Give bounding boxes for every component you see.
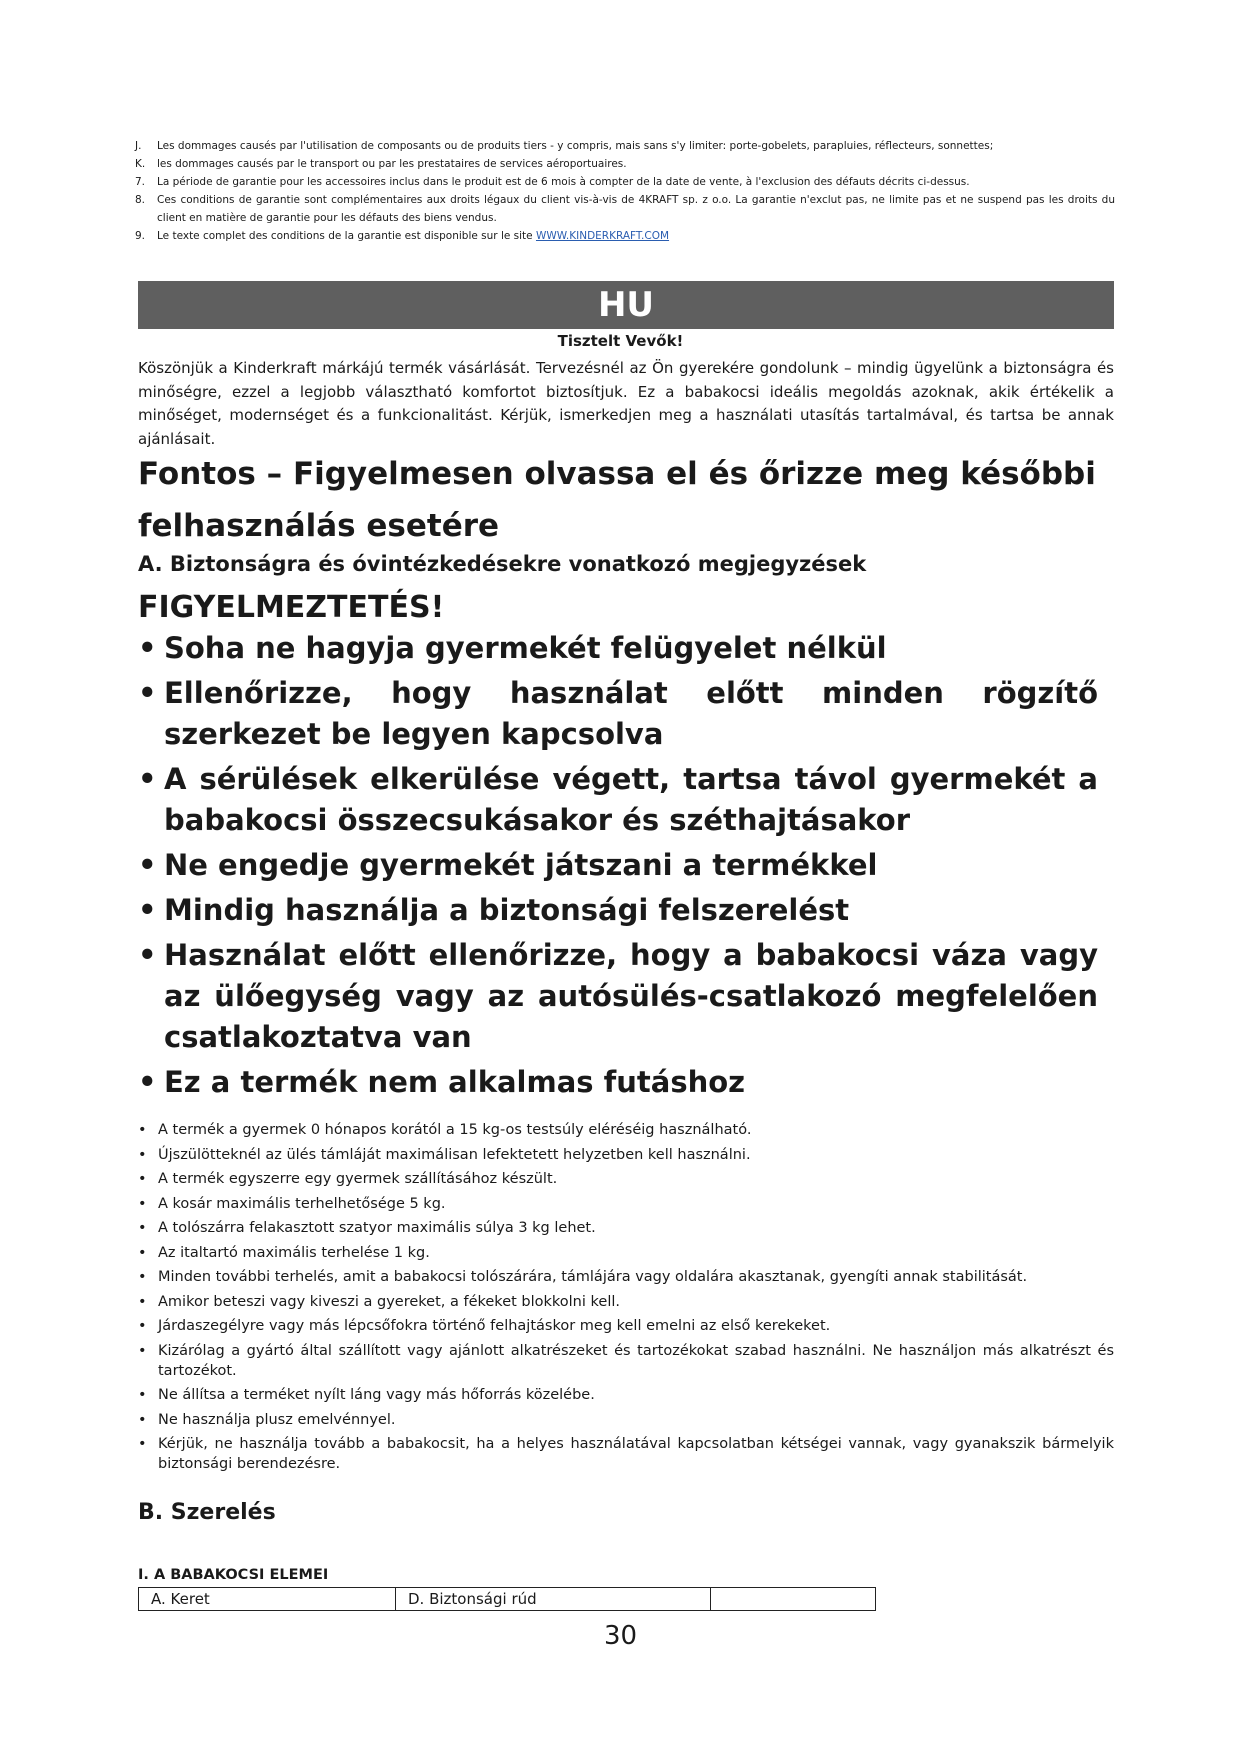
warning-heading: FIGYELMEZTETÉS!	[138, 590, 445, 625]
section-b-heading: B. Szerelés	[138, 1500, 276, 1525]
bullet-icon: •	[138, 1220, 147, 1236]
table-cell: D. Biztonsági rúd	[396, 1588, 711, 1611]
bullet-icon: •	[138, 1342, 147, 1359]
language-banner: HU	[138, 281, 1114, 329]
bullet-icon: •	[138, 1387, 147, 1403]
parts-heading: I. A BABAKOCSI ELEMEI	[138, 1567, 329, 1583]
table-cell: A. Keret	[139, 1588, 396, 1611]
list-item: • Ellenőrizze, hogy használat előtt minden rögzítő szerkezet be legyen kapcsolva	[138, 673, 1098, 755]
section-a-heading: A. Biztonságra és óvintézkedésekre vonatkozó megjegyzések	[138, 552, 867, 576]
warning-list	[138, 628, 1098, 1107]
list-item: • A termék a gyermek 0 hónapos korától a 15 kg-os testsúly eléréséig használható.	[138, 1122, 752, 1138]
bullet-icon: •	[138, 1411, 147, 1428]
list-item: • Az italtartó maximális terhelése 1 kg.	[138, 1244, 430, 1261]
bullet-icon: •	[138, 676, 157, 710]
bullet-icon: •	[138, 1436, 147, 1452]
list-item: 8. Ces conditions de garantie sont complémentaires aux droits légaux du client vis-à-vis de 4KRAFT sp. z o.o. La garantie n'exclut pas, ne limite pas et ne suspend pas les droits du client en matière de garantie pour les défauts des biens vendus.	[135, 194, 1115, 224]
list-item: • Ne használja plusz emelvénnyel.	[138, 1411, 396, 1428]
list-item: J. Les dommages causés par l'utilisation de composants ou de produits tiers - y compris, mais sans s'y limiter: porte-gobelets, parapluies, réflecteurs, sonnettes;	[135, 140, 994, 152]
bullet-icon: •	[138, 1269, 147, 1285]
bullet-icon: •	[138, 1065, 157, 1099]
item9-text: Le texte complet des conditions de la garantie est disponible sur le site	[157, 230, 533, 242]
list-item: K. les dommages causés par le transport ou par les prestataires de services aéroportuaires.	[135, 158, 627, 170]
bullet-icon: •	[138, 1122, 147, 1138]
table-row	[139, 1588, 876, 1611]
bullet-icon: •	[138, 848, 157, 882]
list-item: • A sérülések elkerülése végett, tartsa távol gyermekét a babakocsi összecsukásakor és széthajtásakor	[138, 759, 1098, 841]
list-item: • Minden további terhelés, amit a babakocsi tolószárára, támlájára vagy oldalára akasztanak, gyengíti annak stabilitását.	[138, 1269, 1028, 1285]
kinderkraft-link[interactable]: WWW.KINDERKRAFT.COM	[535, 230, 670, 242]
list-item: • Mindig használja a biztonsági felszerelést	[138, 890, 1098, 931]
parts-table	[138, 1587, 876, 1611]
list-item: • A kosár maximális terhelhetősége 5 kg.	[138, 1195, 446, 1212]
list-item: • A tolószárra felakasztott szatyor maximális súlya 3 kg lehet.	[138, 1220, 596, 1236]
list-item: 9. Le texte complet des conditions de la garantie est disponible sur le site WWW.KINDERKRAFT.COM	[135, 230, 670, 242]
bullet-icon: •	[138, 938, 157, 972]
bullet-icon: •	[138, 1171, 147, 1187]
list-item: • Ne engedje gyermekét játszani a termékkel	[138, 845, 1098, 886]
bullet-icon: •	[138, 1293, 147, 1310]
page-number: 30	[603, 1621, 638, 1651]
list-item: • Ez a termék nem alkalmas futáshoz	[138, 1062, 1098, 1103]
list-item: 7. La période de garantie pour les accessoires inclus dans le produit est de 6 mois à compter de la date de vente, à l'exclusion des défauts décrits ci-dessus.	[135, 176, 970, 188]
bullet-icon: •	[138, 1195, 147, 1212]
french-warranty-list	[135, 137, 1115, 245]
list-item: • Amikor beteszi vagy kiveszi a gyereket, a fékeket blokkolni kell.	[138, 1293, 620, 1310]
bullet-icon: •	[138, 1244, 147, 1261]
usage-notes-list	[138, 1120, 1114, 1479]
bullet-icon: •	[138, 631, 157, 665]
bullet-icon: •	[138, 1146, 147, 1163]
list-item: • Ne állítsa a terméket nyílt láng vagy más hőforrás közelébe.	[138, 1387, 595, 1403]
list-item: • A termék egyszerre egy gyermek szállításához készült.	[138, 1171, 558, 1187]
bullet-icon: •	[138, 762, 157, 796]
list-item: • Járdaszegélyre vagy más lépcsőfokra történő felhajtáskor meg kell emelni az első kerekeket.	[138, 1318, 831, 1334]
list-item: • Újszülötteknél az ülés támláját maximálisan lefektetett helyzetben kell használni.	[138, 1146, 751, 1163]
list-item: • Kérjük, ne használja tovább a babakocsit, ha a helyes használatával kapcsolatban kétségei vannak, vagy gyanakszik bármelyik biztonsági berendezésre.	[138, 1436, 1114, 1472]
table-cell	[711, 1588, 876, 1611]
list-item: • Használat előtt ellenőrizze, hogy a babakocsi váza vagy az ülőegység vagy az autósülés-csatlakozó megfelelően csatlakoztatva van	[138, 935, 1098, 1058]
main-heading: Fontos – Figyelmesen olvassa el és őrizze meg későbbi felhasználás esetére	[138, 456, 1096, 544]
greeting: Tisztelt Vevők!	[557, 332, 684, 350]
bullet-icon: •	[138, 1318, 147, 1334]
list-item: • Kizárólag a gyártó által szállított vagy ajánlott alkatrészeket és tartozékokat szabad használni. Ne használjon más alkatrészt és tartozékot.	[138, 1342, 1114, 1379]
list-item: • Soha ne hagyja gyermekét felügyelet nélkül	[138, 628, 1098, 669]
intro-paragraph: Köszönjük a Kinderkraft márkájú termék vásárlását. Tervezésnél az Ön gyerekére gondolunk – mindig ügyelünk a biztonságra és minőségre, ezzel a legjobb választható komfortot biztosítjuk. Ez a babakocsi ideális megoldás azoknak, akik értékelik a minőséget, modernséget és a funkcionalitást. Kérjük, ismerkedjen meg a használati utasítás tartalmával, és tartsa be annak ajánlásait.	[138, 359, 1114, 448]
bullet-icon: •	[138, 893, 157, 927]
